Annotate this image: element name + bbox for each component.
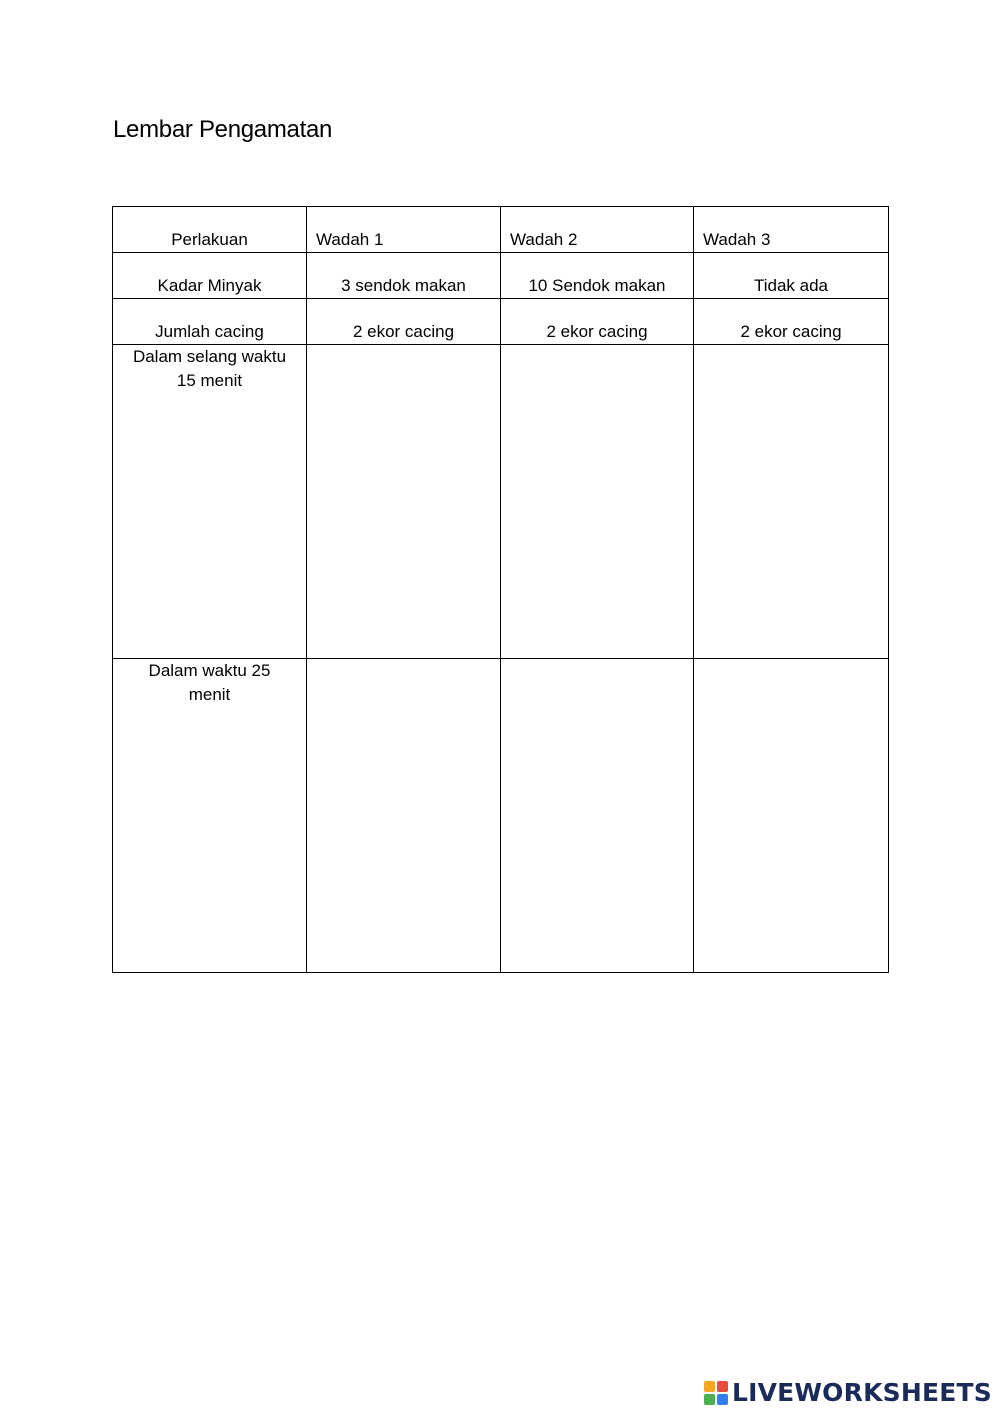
row-label-cell: Jumlah cacing (113, 299, 307, 345)
answer-cell-wadah-1-15-menit[interactable] (307, 345, 501, 659)
watermark-text: LIVEWORKSHEETS (731, 1378, 992, 1407)
header-cell-wadah-3: Wadah 3 (694, 207, 889, 253)
page-title: Lembar Pengamatan (113, 116, 333, 143)
table-cell: 2 ekor cacing (501, 299, 694, 345)
header-cell-perlakuan: Perlakuan (113, 207, 307, 253)
answer-cell-wadah-2-25-menit[interactable] (501, 659, 694, 973)
answer-cell-wadah-1-25-menit[interactable] (307, 659, 501, 973)
table-cell: Tidak ada (694, 253, 889, 299)
table-row-kadar-minyak (113, 253, 889, 299)
answer-cell-wadah-2-15-menit[interactable] (501, 345, 694, 659)
logo-square-4 (717, 1394, 728, 1405)
table-row-15-menit (113, 345, 889, 659)
logo-square-2 (717, 1381, 728, 1392)
row-label-cell: Dalam selang waktu 15 menit (113, 345, 307, 659)
observation-table (112, 206, 889, 973)
logo-square-3 (704, 1394, 715, 1405)
table-cell: 10 Sendok makan (501, 253, 694, 299)
logo-square-1 (704, 1381, 715, 1392)
table-cell: 3 sendok makan (307, 253, 501, 299)
row-label-cell: Kadar Minyak (113, 253, 307, 299)
table-row-25-menit (113, 659, 889, 973)
row-label-cell: Dalam waktu 25 menit (113, 659, 307, 973)
answer-cell-wadah-3-25-menit[interactable] (694, 659, 889, 973)
header-cell-wadah-1: Wadah 1 (307, 207, 501, 253)
table-cell: 2 ekor cacing (694, 299, 889, 345)
liveworksheets-logo-icon (704, 1381, 728, 1405)
table-cell: 2 ekor cacing (307, 299, 501, 345)
table-row-jumlah-cacing (113, 299, 889, 345)
table-header-row (113, 207, 889, 253)
liveworksheets-watermark (704, 1378, 992, 1407)
answer-cell-wadah-3-15-menit[interactable] (694, 345, 889, 659)
header-cell-wadah-2: Wadah 2 (501, 207, 694, 253)
